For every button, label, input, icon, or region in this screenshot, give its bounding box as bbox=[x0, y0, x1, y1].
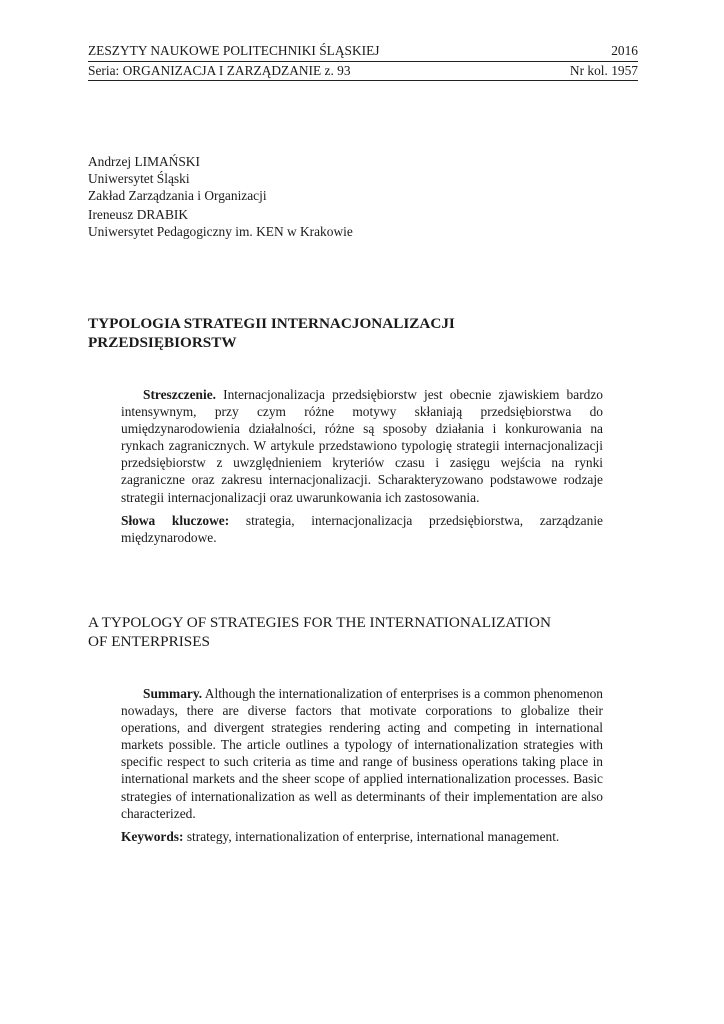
keywords-label: Keywords: bbox=[121, 828, 184, 844]
abstract-text: Although the internationalization of enterprises is a common phenomenon nowadays, there are diverse factors that motivate corporations to globalize their operations, and divergent strategies rendering acting and competing in international markets possible. The article outlines a typology of internationalization strategies with specific respect to such criteria as time and range of business operations taking place in international markets and the sheer scope of applied internationalization processes. Basic strategies of internationalization as well as determinants of their implementation are also characterized. bbox=[121, 686, 603, 821]
running-header-top bbox=[88, 43, 638, 59]
article-title-polish bbox=[88, 314, 608, 352]
abstract-paragraph bbox=[121, 685, 603, 822]
journal-name: ZESZYTY NAUKOWE POLITECHNIKI ŚLĄSKIEJ bbox=[88, 43, 380, 58]
keywords-text: strategia, internacjonalizacja przedsiębiorstwa, zarządzanie międzynarodowe. bbox=[121, 512, 603, 545]
title-line: A TYPOLOGY OF STRATEGIES FOR THE INTERNATIONALIZATION bbox=[88, 614, 551, 631]
keywords-paragraph bbox=[121, 512, 603, 546]
author-name: Andrzej LIMAŃSKI bbox=[88, 154, 200, 169]
author-affiliation: Zakład Zarządzania i Organizacji bbox=[88, 187, 267, 203]
author-name: Ireneusz DRABIK bbox=[88, 207, 189, 223]
keywords-text: strategy, internationalization of enterprise, international management. bbox=[183, 828, 560, 844]
title-line: PRZEDSIĘBIORSTW bbox=[88, 334, 237, 351]
title-line: TYPOLOGIA STRATEGII INTERNACJONALIZACJI bbox=[88, 315, 455, 332]
title-line: OF ENTERPRISES bbox=[88, 633, 210, 650]
keywords-label: Słowa kluczowe: bbox=[121, 512, 230, 528]
abstract-label: Streszczenie. bbox=[143, 387, 216, 402]
running-header-bottom bbox=[88, 63, 638, 79]
abstract-paragraph bbox=[121, 386, 603, 506]
author-2 bbox=[88, 207, 353, 241]
author-1 bbox=[88, 154, 353, 204]
keywords-paragraph bbox=[121, 828, 603, 845]
authors-block bbox=[88, 154, 353, 244]
header-rule-1 bbox=[88, 61, 638, 62]
publication-year: 2016 bbox=[611, 43, 638, 58]
abstract-text: Internacjonalizacja przedsiębiorstw jest obecnie zjawiskiem bardzo intensywnym, przy czym różne motywy skłaniają przedsiębiorstwa do umiędzynarodowienia działalności, różne są sposoby działania i konkurowania na rynkach zagranicznych. W artykule przedstawiono typologię strategii internacjonalizacji przedsiębiorstw z uwzględnieniem kryteriów czasu i zasięgu wejścia na rynki zagraniczne oraz zakresu internacjonalizacji. Scharakteryzowano podstawowe rodzaje strategii internacjonalizacji oraz uwarunkowania ich zastosowania. bbox=[121, 387, 603, 505]
article-title-english bbox=[88, 613, 628, 651]
abstract-label: Summary. bbox=[143, 686, 203, 701]
abstract-english bbox=[121, 685, 603, 845]
author-affiliation: Uniwersytet Pedagogiczny im. KEN w Krakowie bbox=[88, 224, 353, 240]
issue-number: Nr kol. 1957 bbox=[569, 63, 638, 78]
author-affiliation: Uniwersytet Śląski bbox=[88, 170, 190, 186]
series-name: Seria: ORGANIZACJA I ZARZĄDZANIE z. 93 bbox=[88, 63, 351, 78]
header-rule-2 bbox=[88, 80, 638, 81]
abstract-polish bbox=[121, 386, 603, 546]
